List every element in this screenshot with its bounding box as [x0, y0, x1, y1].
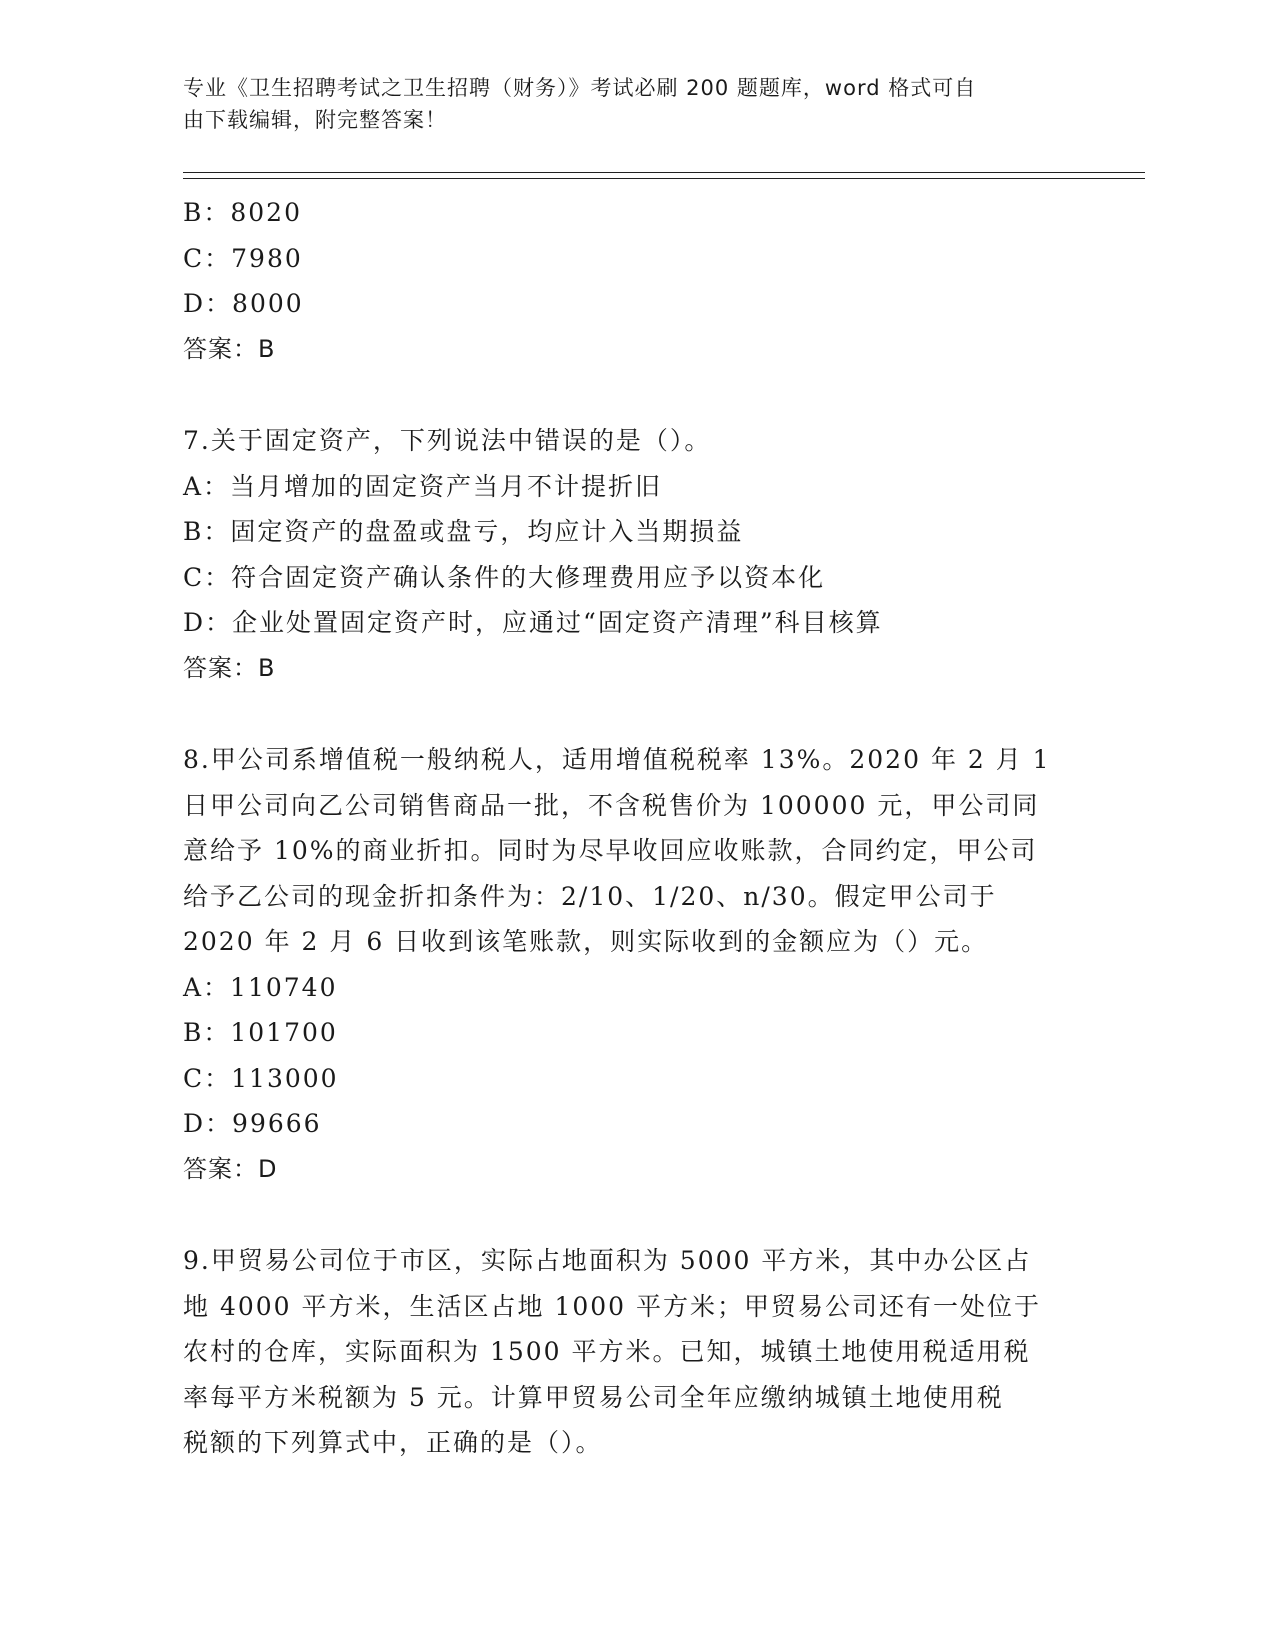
- header-line: 专业《卫生招聘考试之卫生招聘（财务）》考试必刷 200 题题库，word 格式可自: [183, 76, 977, 100]
- option-a: A：当月增加的固定资产当月不计提折旧: [183, 471, 663, 501]
- question-7: [183, 418, 1073, 691]
- question-stem: 税额的下列算式中，正确的是（）。: [183, 1428, 603, 1457]
- option-d: D：8000: [183, 289, 304, 318]
- question-stem: 9.甲贸易公司位于市区，实际占地面积为 5000 平方米，其中办公区占: [183, 1246, 1032, 1275]
- answer-line: 答案：B: [183, 653, 276, 682]
- header-line: 由下载编辑，附完整答案！: [183, 108, 447, 132]
- header-divider-bottom: [183, 178, 1145, 179]
- prev-question: [183, 190, 1073, 372]
- question-8: [183, 737, 1073, 1192]
- option-d: D：99666: [183, 1109, 322, 1138]
- option-b: B：101700: [183, 1018, 338, 1047]
- option-b: B：8020: [183, 198, 302, 227]
- question-stem: 率每平方米税额为 5 元。计算甲贸易公司全年应缴纳城镇土地使用税: [183, 1382, 1004, 1412]
- question-stem: 8.甲公司系增值税一般纳税人，适用增值税税率 13%。2020 年 2 月 1: [183, 745, 1051, 774]
- option-c: C：7980: [183, 243, 303, 273]
- question-stem: 意给予 10%的商业折扣。同时为尽早收回应收账款，合同约定，甲公司: [183, 836, 1038, 865]
- document-body: [183, 190, 1073, 1466]
- question-stem: 7.关于固定资产，下列说法中错误的是（）。: [183, 426, 712, 455]
- header-divider-top: [183, 172, 1145, 173]
- page-header: [183, 72, 1063, 136]
- question-stem: 农村的仓库，实际面积为 1500 平方米。已知，城镇土地使用税适用税: [183, 1337, 1031, 1366]
- option-b: B：固定资产的盘盈或盘亏，均应计入当期损益: [183, 517, 744, 546]
- option-c: C：符合固定资产确认条件的大修理费用应予以资本化: [183, 562, 826, 592]
- question-stem: 地 4000 平方米，生活区占地 1000 平方米；甲贸易公司还有一处位于: [183, 1291, 1042, 1321]
- question-stem: 给予乙公司的现金折扣条件为：2/10、1/20、n/30。假定甲公司于: [183, 881, 997, 911]
- option-a: A：110740: [183, 972, 338, 1002]
- answer-line: 答案：D: [183, 1154, 278, 1183]
- question-stem: 日甲公司向乙公司销售商品一批，不含税售价为 100000 元，甲公司同: [183, 790, 1040, 820]
- answer-line: 答案：B: [183, 334, 276, 363]
- option-d: D：企业处置固定资产时，应通过“固定资产清理”科目核算: [183, 608, 883, 637]
- option-c: C：113000: [183, 1063, 339, 1093]
- question-9: [183, 1238, 1073, 1466]
- question-stem: 2020 年 2 月 6 日收到该笔账款，则实际收到的金额应为（）元。: [183, 927, 989, 956]
